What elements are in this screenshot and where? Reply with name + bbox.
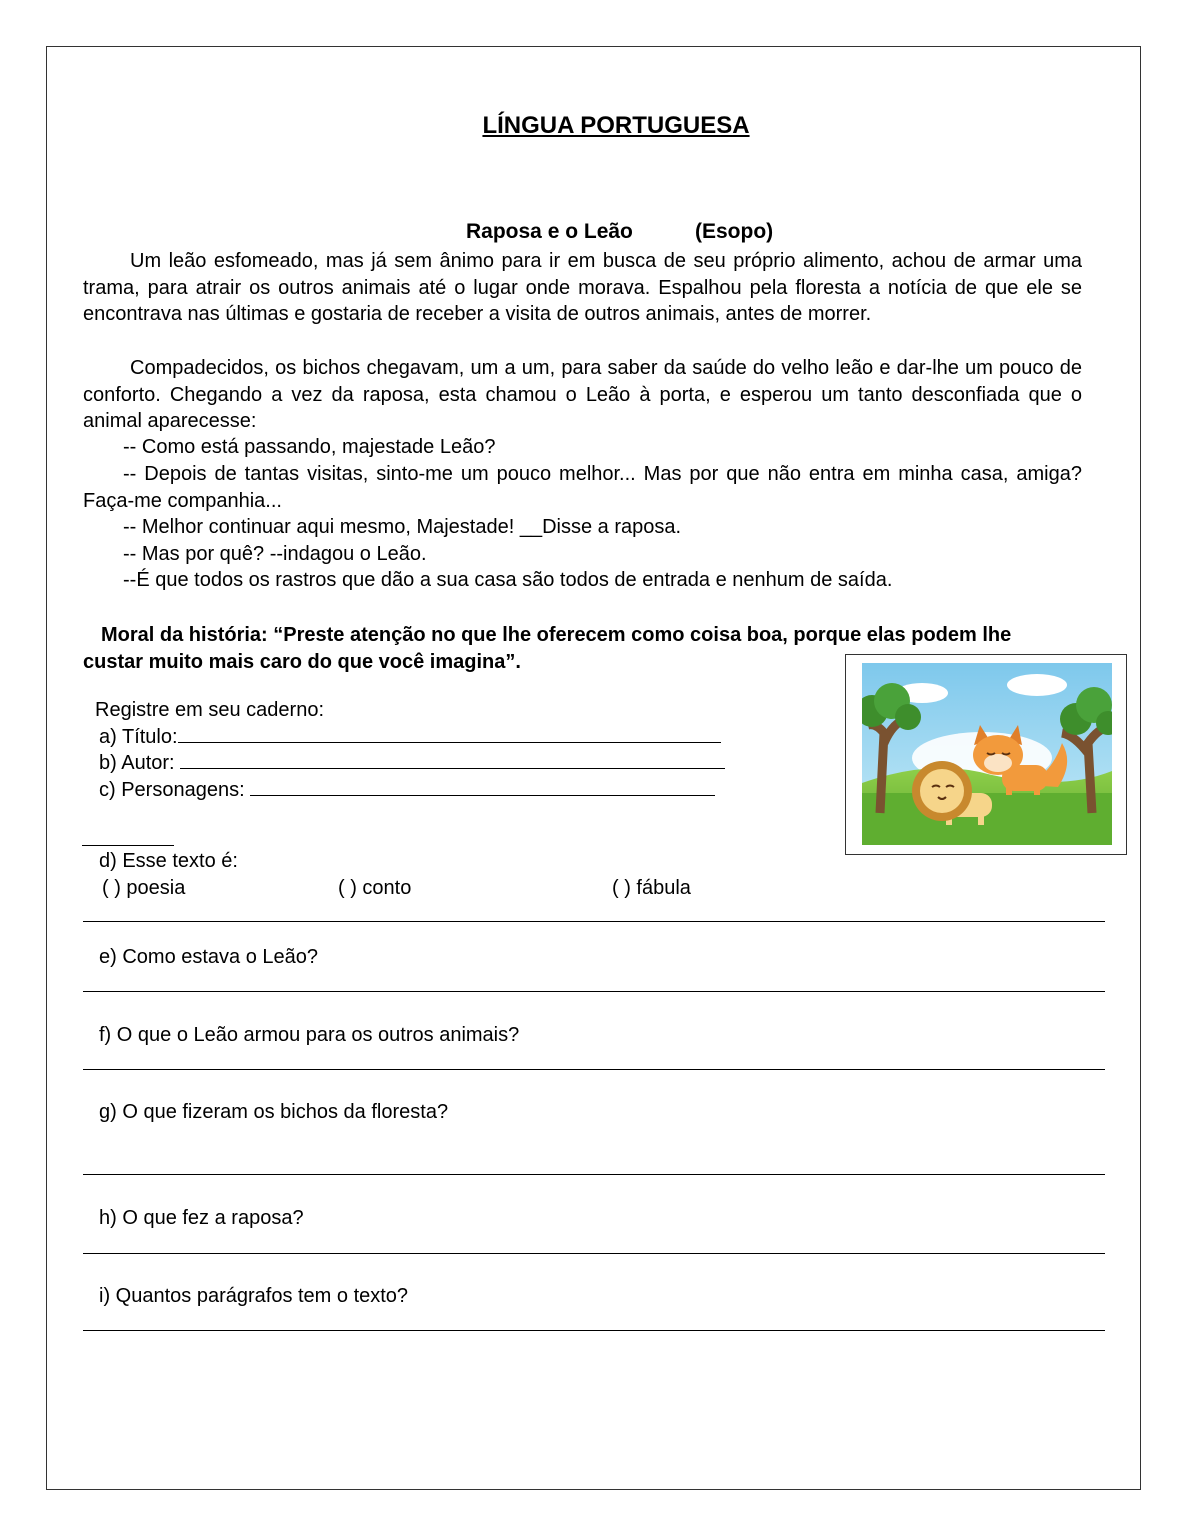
question-g: g) O que fizeram os bichos da floresta?	[99, 1101, 449, 1123]
dialogue-line-3: -- Melhor continuar aqui mesmo, Majestade! __Disse a raposa.	[123, 516, 682, 538]
illustration-frame	[845, 654, 1127, 855]
answer-line-g	[83, 1174, 1105, 1175]
answer-line-h	[83, 1253, 1105, 1254]
dialogue-line-2: -- Depois de tantas visitas, sinto-me um pouco melhor... Mas por que não entra em minha casa, amiga? Faça-me companhia...	[83, 463, 1082, 512]
question-f: f) O que o Leão armou para os outros animais?	[99, 1024, 520, 1046]
question-h: h) O que fez a raposa?	[99, 1207, 304, 1229]
dialogue-line-4: -- Mas por quê? --indagou o Leão.	[123, 543, 427, 565]
question-i: i) Quantos parágrafos tem o texto?	[99, 1285, 409, 1307]
story-title: Raposa e o Leão	[466, 220, 633, 243]
page-title: LÍNGUA PORTUGUESA	[482, 112, 750, 139]
question-c-label: c) Personagens:	[99, 779, 251, 801]
moral-of-story: Moral da história: “Preste atenção no que lhe oferecem como coisa boa, porque elas podem lhe custar muito mais caro do que você imagina”.	[83, 624, 1012, 673]
dialogue-line-5: --É que todos os rastros que dão a sua casa são todos de entrada e nenhum de saída.	[123, 569, 893, 591]
option-poesia: ( ) poesia	[102, 877, 186, 899]
story-paragraph-1: Um leão esfomeado, mas já sem ânimo para ir em busca de seu próprio alimento, achou de armar uma trama, para atrair os outros animais até o lugar onde morava. Espalhou pela floresta a notícia de que ele se encontrava nas últimas e gostaria de receber a visita de outros animais, antes de morrer.	[83, 250, 1082, 325]
question-c	[99, 777, 715, 803]
question-a	[99, 724, 721, 750]
question-d: d) Esse texto é:	[99, 850, 238, 872]
question-b	[99, 750, 725, 776]
question-b-label: b) Autor:	[99, 752, 181, 774]
answer-line-f	[83, 1069, 1105, 1070]
answer-line-c	[250, 777, 715, 796]
question-a-label: a) Título:	[99, 726, 178, 748]
option-conto: ( ) conto	[338, 877, 412, 899]
question-e: e) Como estava o Leão?	[99, 946, 319, 968]
option-fabula: ( ) fábula	[612, 877, 691, 899]
answer-line-c-continued	[82, 845, 174, 846]
lion-and-fox-illustration	[862, 663, 1112, 845]
answer-line-d	[83, 921, 1105, 922]
story-paragraph-2: Compadecidos, os bichos chegavam, um a um, para saber da saúde do velho leão e dar-lhe um pouco de conforto. Chegando a vez da raposa, esta chamou o Leão à porta, e esperou um tanto desconfiada que o animal aparecesse:	[83, 357, 1082, 432]
answer-line-e	[83, 991, 1105, 992]
answer-line-i	[83, 1330, 1105, 1331]
story-author: (Esopo)	[695, 220, 774, 243]
answer-line-b	[180, 750, 725, 769]
dialogue-line-1: -- Como está passando, majestade Leão?	[123, 436, 496, 458]
answer-line-a	[178, 724, 721, 743]
exercise-intro: Registre em seu caderno:	[95, 699, 325, 721]
